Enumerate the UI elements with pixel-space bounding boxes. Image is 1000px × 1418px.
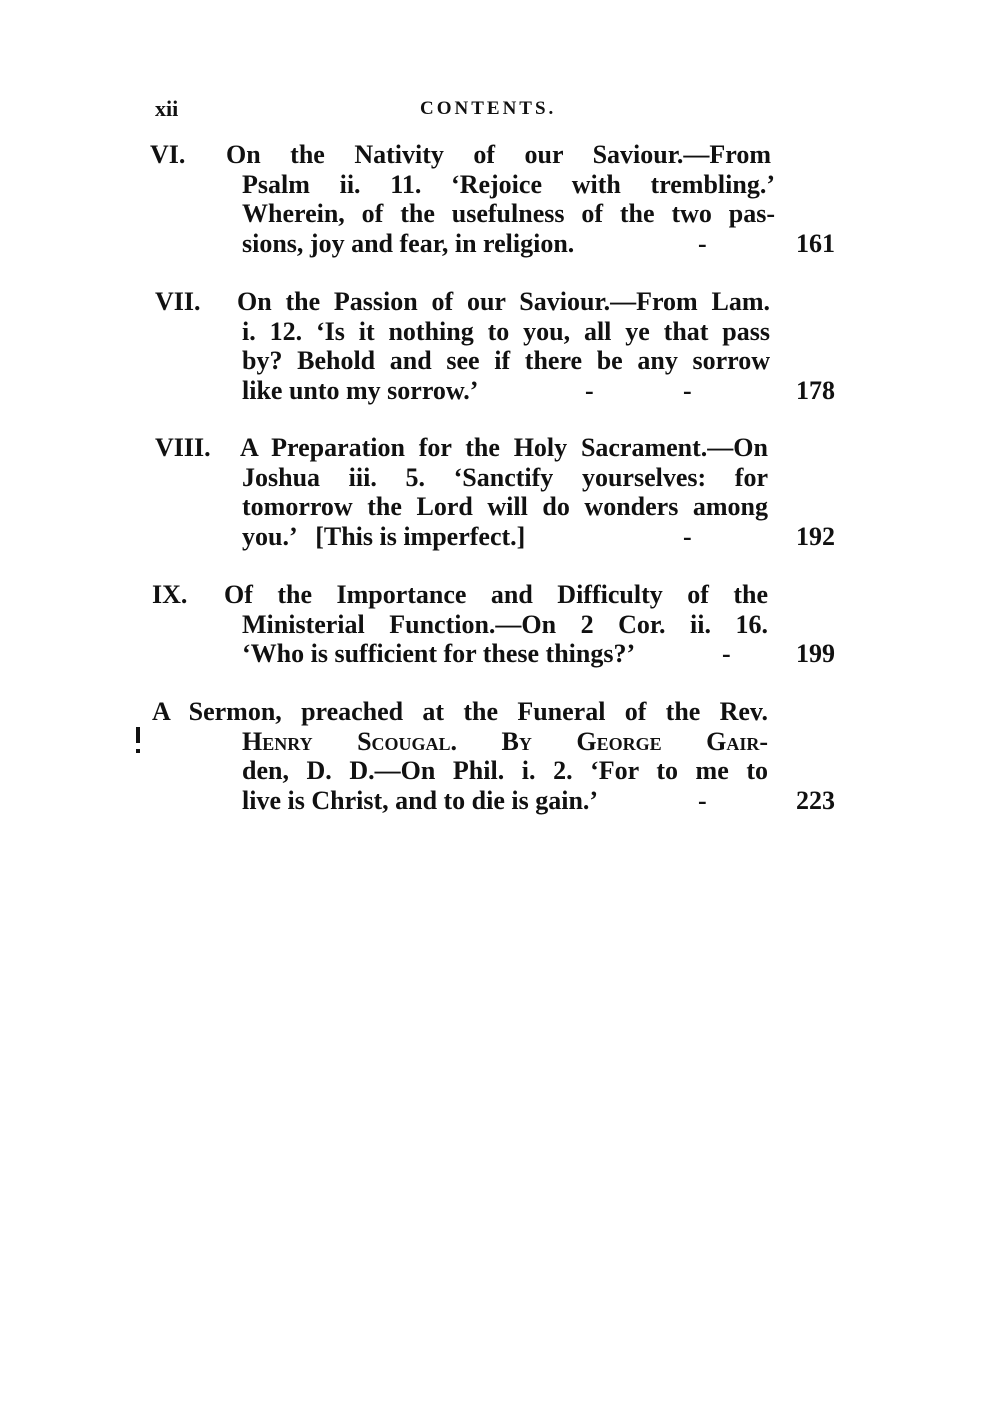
entry-line: den, D. D.—On Phil. i. 2. ‘For to me to	[242, 756, 768, 785]
entry-line: ‘Who is sufficient for these things?’	[242, 639, 636, 668]
entry-line: sions, joy and fear, in religion.	[242, 228, 575, 258]
margin-ink-mark	[133, 723, 143, 759]
entry-line: Of the Importance and Difficulty of the	[224, 580, 768, 609]
entry-line: Joshua iii. 5. ‘Sanctify yourselves: for	[242, 462, 768, 492]
entry-line: A Sermon, preached at the Funeral of the Rev.	[152, 697, 768, 726]
page-number: xii	[155, 96, 179, 121]
leader-dash: -	[722, 639, 731, 668]
entry-line: Henry Scougal. By George Gair-	[242, 726, 768, 756]
entry-page-number: 199	[796, 639, 835, 668]
contents-entry-ix	[150, 580, 835, 669]
entry-line: like unto my sorrow.’	[242, 375, 479, 405]
leader-dash: -	[683, 521, 692, 551]
entry-page-number: 223	[796, 785, 835, 815]
leader-dash: -	[585, 375, 594, 405]
contents-entry-funeral-sermon	[150, 697, 835, 815]
contents-entry-vi	[150, 140, 835, 258]
leader-dash: -	[698, 785, 707, 815]
entry-line: Psalm ii. 11. ‘Rejoice with trembling.’	[242, 169, 775, 199]
entry-line: On the Passion of our Saviour.—From Lam.	[237, 287, 770, 316]
entry-page-number: 178	[796, 375, 835, 405]
leader-dash: -	[683, 375, 692, 405]
entry-line: by? Behold and see if there be any sorrow	[242, 346, 770, 375]
entry-line: tomorrow the Lord will do wonders among	[242, 492, 768, 521]
entry-line: i. 12. ‘Is it nothing to you, all ye that pass	[242, 316, 770, 346]
entry-numeral: IX.	[152, 580, 188, 609]
leader-dash: -	[698, 228, 707, 258]
entry-line: A Preparation for the Holy Sacrament.—On	[240, 433, 768, 462]
entry-line: On the Nativity of our Saviour.—From	[226, 140, 771, 169]
entry-numeral: VIII.	[155, 433, 211, 462]
contents-entry-vii	[150, 287, 835, 405]
running-title: CONTENTS.	[420, 98, 557, 119]
entry-numeral: VI.	[150, 140, 186, 169]
entry-line: Ministerial Function.—On 2 Cor. ii. 16.	[242, 609, 768, 639]
entry-page-number: 192	[796, 521, 835, 551]
entry-line: you.’ [This is imperfect.]	[242, 521, 526, 551]
entry-line: Wherein, of the usefulness of the two pas-	[242, 199, 775, 228]
entry-line: live is Christ, and to die is gain.’	[242, 785, 599, 815]
entry-numeral: VII.	[155, 287, 201, 316]
contents-entry-viii	[150, 433, 835, 551]
entry-page-number: 161	[796, 228, 835, 258]
